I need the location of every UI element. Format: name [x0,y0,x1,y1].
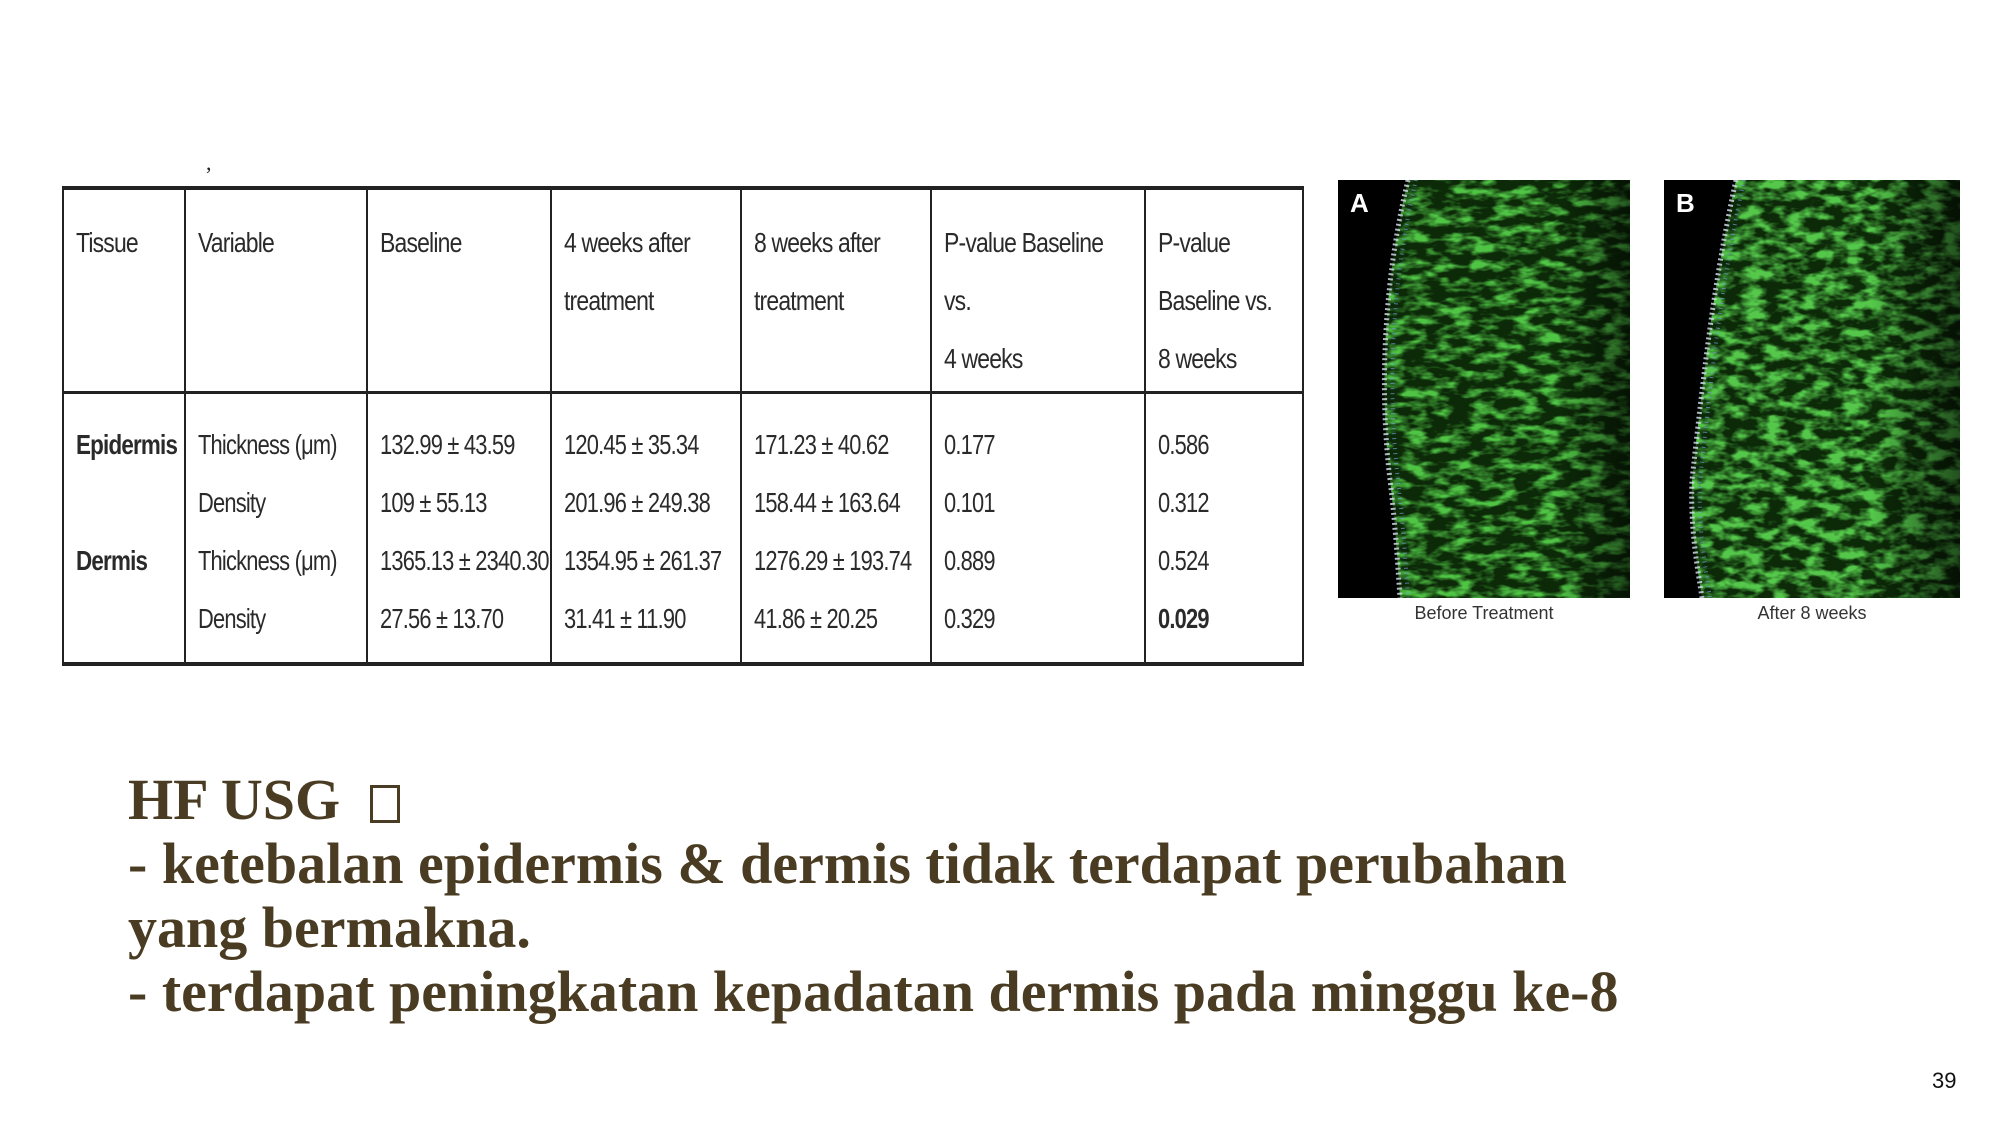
variable-cell: Density [198,486,266,518]
header-week4: 4 weeks after treatment [551,188,741,392]
table-header-row [63,188,1303,392]
header-baseline: Baseline [367,188,551,392]
p-value-cell: 0.586 [1158,428,1209,460]
tissue-epidermis: Epidermis [76,428,178,460]
page-number: 39 [1932,1068,1957,1093]
baseline-cell: 27.56 ± 13.70 [380,602,504,634]
summary-heading: HF USG [128,767,341,832]
summary-heading-line [128,768,1978,832]
variable-column [185,392,367,664]
week4-cell: 31.41 ± 11.90 [564,602,686,634]
p-value-cell: 0.329 [944,602,995,634]
p-week8-column [1145,392,1303,664]
table-body-row [63,392,1303,664]
header-week8: 8 weeks after treatment [741,188,931,392]
p-value-cell: 0.312 [1158,486,1209,518]
panel-label-a: A [1350,188,1369,218]
tissue-dermis: Dermis [76,544,148,576]
summary-line-2: yang bermakna. [128,895,531,960]
p-value-significant-cell: 0.029 [1158,602,1209,634]
baseline-cell: 132.99 ± 43.59 [380,428,515,460]
header-variable: Variable [185,188,367,392]
week4-cell: 201.96 ± 249.38 [564,486,711,518]
p-value-cell: 0.101 [944,486,995,518]
header-p-week8: P-value Baseline vs. 8 weeks [1145,188,1303,392]
header-tissue: Tissue [63,188,185,392]
baseline-cell: 109 ± 55.13 [380,486,487,518]
week8-cell: 171.23 ± 40.62 [754,428,889,460]
ultrasound-texture-after [1664,180,1960,598]
baseline-column [367,392,551,664]
summary-line-3: - terdapat peningkatan kepadatan dermis pada minggu ke-8 [128,959,1619,1024]
week8-cell: 158.44 ± 163.64 [754,486,901,518]
caption-after-8-weeks: After 8 weeks [1757,603,1867,623]
week8-column [741,392,931,664]
results-table [62,186,1304,666]
missing-glyph-box-icon [370,785,400,823]
week8-cell: 41.86 ± 20.25 [754,602,878,634]
ultrasound-image-after [1664,180,1960,598]
variable-cell: Density [198,602,266,634]
week4-cell: 1354.95 ± 261.37 [564,544,722,576]
p-value-cell: 0.524 [1158,544,1209,576]
week8-cell: 1276.29 ± 193.74 [754,544,912,576]
ultrasound-image-before [1338,180,1630,598]
p-value-cell: 0.177 [944,428,995,460]
panel-label-b: B [1676,188,1695,218]
p-week4-column [931,392,1145,664]
stray-tick-mark: , [206,150,212,175]
header-p-week4: P-value Baseline vs. 4 weeks [931,188,1145,392]
baseline-cell: 1365.13 ± 2340.30 [380,544,549,576]
variable-cell: Thickness (μm) [198,428,337,460]
tissue-column [63,392,185,664]
summary-line-1: - ketebalan epidermis & dermis tidak terdapat perubahan [128,831,1567,896]
week4-column [551,392,741,664]
week4-cell: 120.45 ± 35.34 [564,428,699,460]
p-value-cell: 0.889 [944,544,995,576]
ultrasound-texture-before [1338,180,1630,598]
summary-text-block [128,768,1978,1024]
caption-before-treatment: Before Treatment [1414,603,1554,623]
variable-cell: Thickness (μm) [198,544,337,576]
